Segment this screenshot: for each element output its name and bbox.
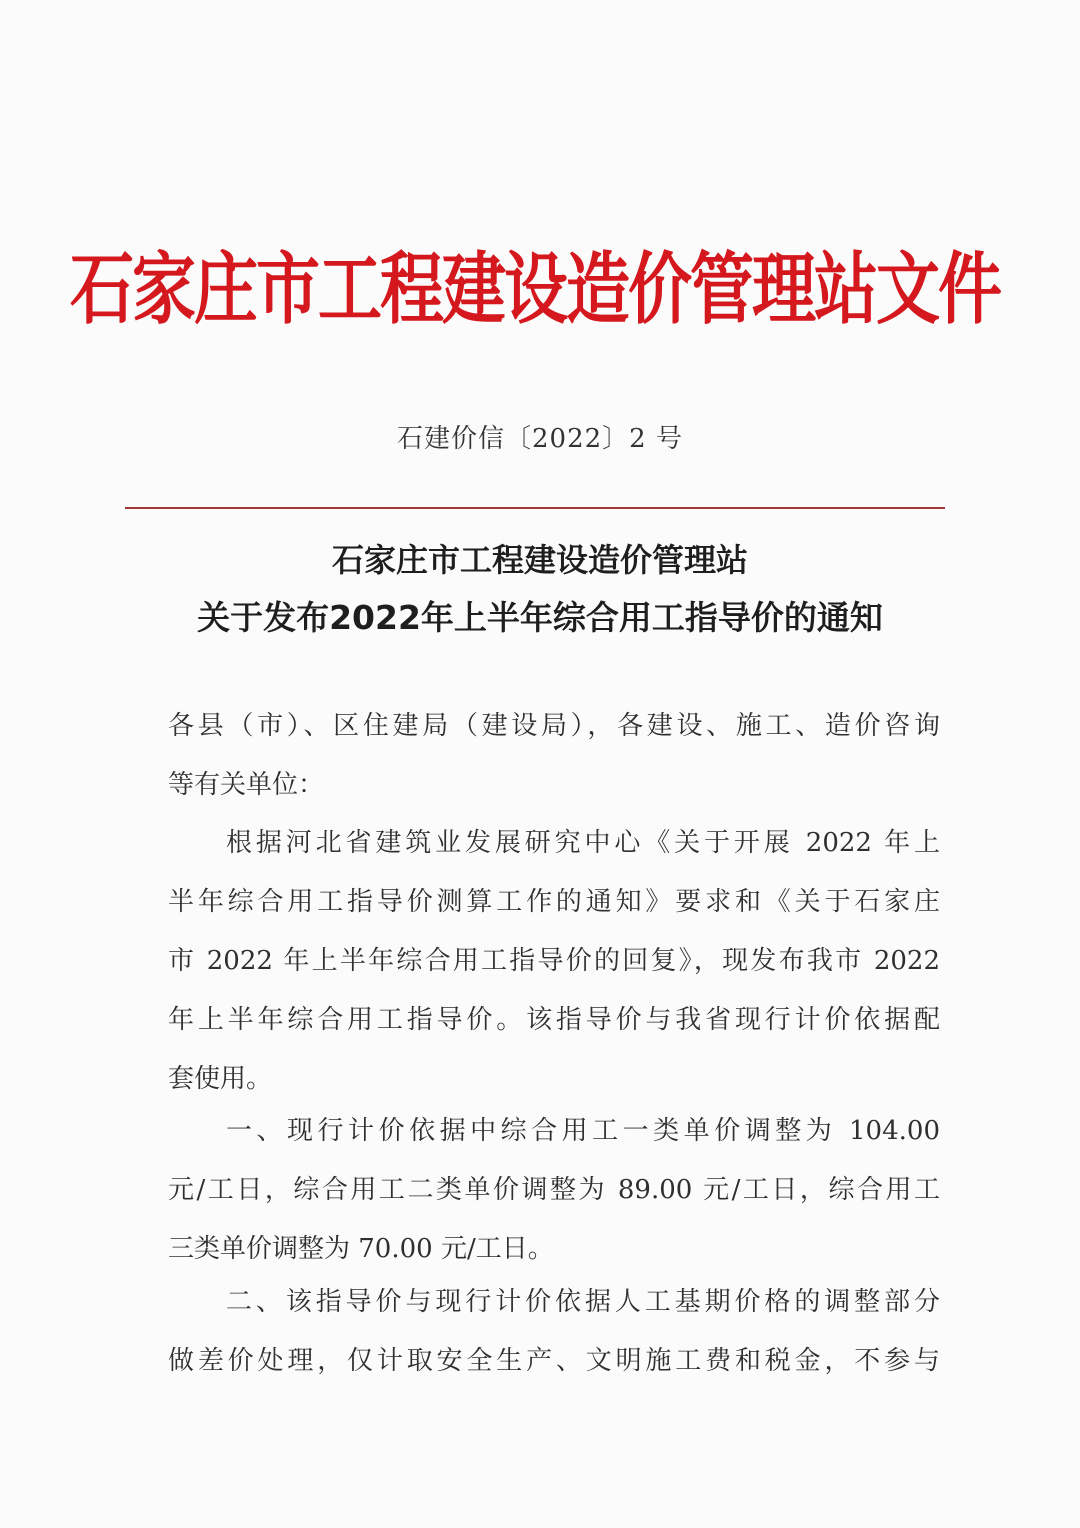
paragraph-item-two — [168, 1273, 940, 1391]
red-divider-rule — [125, 507, 945, 509]
text-line: 半年综合用工指导价测算工作的通知》要求和《关于石家庄 — [168, 887, 940, 917]
title-line-1: 石家庄市工程建设造价管理站 — [331, 541, 748, 579]
text-line: 根据河北省建筑业发展研究中心《关于开展 2022 年上 — [226, 828, 940, 858]
text-line: 做差价处理，仅计取安全生产、文明施工费和税金，不参与 — [168, 1346, 940, 1376]
text-line: 各县（市）、区住建局（建设局），各建设、施工、造价咨询 — [168, 711, 940, 741]
text-line: 等有关单位： — [168, 770, 325, 800]
document-number: 石建价信〔2022〕2 号 — [397, 424, 683, 454]
text-line: 年上半年综合用工指导价。该指导价与我省现行计价依据配 — [168, 1005, 940, 1035]
text-line: 元/工日，综合用工二类单价调整为 89.00 元/工日，综合用工 — [168, 1175, 940, 1205]
paragraph-addressee — [168, 697, 940, 815]
text-line: 三类单价调整为 70.00 元/工日。 — [168, 1234, 554, 1264]
red-letterhead: 石家庄市工程建设造价管理站文件 — [70, 243, 1000, 336]
paragraph-intro — [168, 814, 940, 1109]
paragraph-item-one — [168, 1102, 940, 1279]
text-line: 套使用。 — [168, 1064, 273, 1094]
title-line-2: 关于发布2022年上半年综合用工指导价的通知 — [197, 598, 883, 637]
text-line: 一、现行计价依据中综合用工一类单价调整为 104.00 — [226, 1116, 940, 1146]
text-line: 市 2022 年上半年综合用工指导价的回复》，现发布我市 2022 — [168, 946, 940, 976]
text-line: 二、该指导价与现行计价依据人工基期价格的调整部分 — [226, 1287, 940, 1317]
